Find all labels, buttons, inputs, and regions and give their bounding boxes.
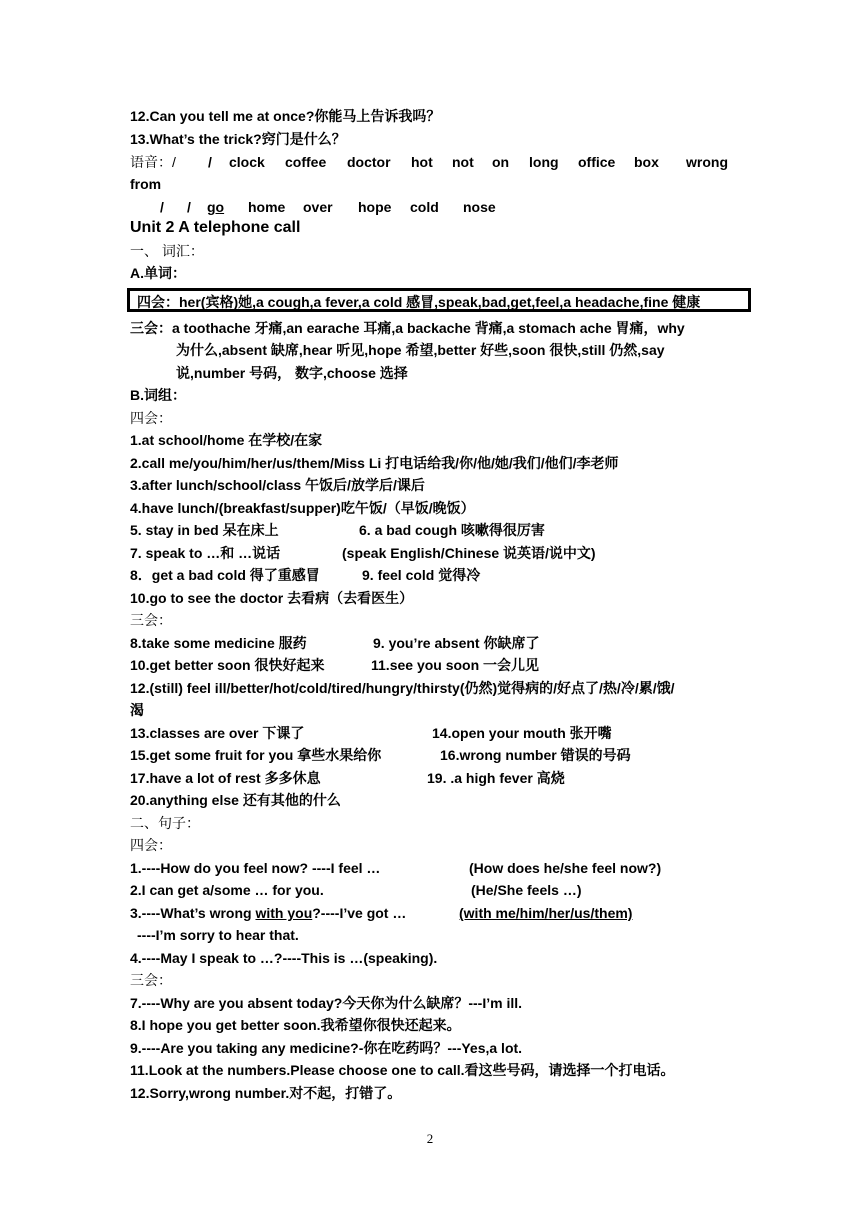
phrase-item: 3.after lunch/school/class 午饭后/放学后/课后 (130, 477, 425, 493)
four-skill-label: 四会： (130, 837, 172, 853)
phonetic-word: coffee (285, 154, 327, 170)
phrase-item: 10.go to see the doctor 去看病（去看医生） (130, 590, 414, 606)
phonetic-word: cold (410, 199, 439, 215)
sentence-item-cont: ----I’m sorry to hear that. (137, 927, 299, 943)
phonetic-word: go (207, 199, 225, 215)
phonetic-word: doctor (347, 154, 391, 170)
sentence-item: 4.----May I speak to …?----This is …(speaking). (130, 950, 438, 966)
phrase-item: 17.have a lot of rest 多多休息 (130, 770, 321, 786)
sentence-item: 8.I hope you get better soon.我希望你很快还起来。 (130, 1017, 461, 1033)
phrase-item: 16.wrong number 错误的号码 (440, 747, 631, 763)
phrase-item: 10.get better soon 很快好起来 (130, 657, 325, 673)
phonetics-slash: / (160, 199, 164, 215)
phrase-item: 14.open your mouth 张开嘴 (432, 725, 612, 741)
three-skill-words-line3: 说,number 号码， 数字,choose 选择 (176, 365, 408, 381)
sentence-note: (He/She feels …) (471, 882, 582, 898)
words-heading: A.单词： (130, 265, 186, 281)
sentence-item: 12.Sorry,wrong number.对不起，打错了。 (130, 1085, 402, 1101)
phonetic-word: from (130, 176, 162, 192)
three-skill-label: 三会： (130, 972, 172, 988)
four-skill-label: 四会： (130, 410, 172, 426)
phrase-item: 12.(still) feel ill/better/hot/cold/tired/hungry/thirsty(仍然)觉得病的/好点了/热/冷/累/饿/ (130, 680, 675, 696)
phrase-note: (speak English/Chinese 说英语/说中文) (342, 545, 596, 561)
phonetic-word: hot (411, 154, 433, 170)
phonetic-word: nose (463, 199, 496, 215)
phonetic-word: clock (229, 154, 265, 170)
phonetic-word: not (452, 154, 474, 170)
phrase-item: 8．get a bad cold 得了重感冒 (130, 567, 320, 583)
phrase-item: 2.call me/you/him/her/us/them/Miss Li 打电话给我/你/他/她/我们/他们/李老师 (130, 455, 619, 471)
phonetic-word: office (578, 154, 616, 170)
phrase-item: 8.take some medicine 服药 (130, 635, 307, 651)
phonetic-word: on (492, 154, 510, 170)
phonetic-word: box (634, 154, 659, 170)
phonetic-word: hope (358, 199, 392, 215)
sentence-item: 1.----How do you feel now? ----I feel … (130, 860, 381, 876)
phrase-item: 19. .a high fever 高烧 (427, 770, 565, 786)
sentence-note: (How does he/she feel now?) (469, 860, 662, 876)
phrase-item: 1.at school/home 在学校/在家 (130, 432, 323, 448)
phonetics-label: 语音：/ (130, 154, 176, 170)
phrase-item: 20.anything else 还有其他的什么 (130, 792, 341, 808)
phrase-item: 9. feel cold 觉得冷 (362, 567, 481, 583)
unit-title: Unit 2 A telephone call (130, 219, 301, 236)
section-vocabulary: 一、 词汇： (130, 243, 204, 259)
sentence-item: 11.Look at the numbers.Please choose one to call.看这些号码，请选择一个打电话。 (130, 1062, 675, 1078)
three-skill-words-line2: 为什么,absent 缺席,hear 听见,hope 希望,better 好些,soon 很快,still 仍然,say (176, 342, 665, 358)
sentence-12: 12.Can you tell me at once?你能马上告诉我吗？ (130, 108, 441, 124)
phrase-item: 4.have lunch/(breakfast/supper)吃午饭/（早饭/晚饭） (130, 500, 475, 516)
sentence-item: 2.I can get a/some … for you. (130, 882, 324, 898)
phonetics-slash: / (208, 154, 212, 170)
phonetics-slash: / (187, 199, 191, 215)
sentence-13: 13.What’s the trick?窍门是什么？ (130, 131, 346, 147)
phrase-item-cont: 渴 (130, 702, 144, 718)
sentence-item: 9.----Are you taking any medicine?-你在吃药吗？---Yes,a lot. (130, 1040, 523, 1056)
page-number: 2 (426, 1131, 434, 1146)
phrase-item: 13.classes are over 下课了 (130, 725, 305, 741)
three-skill-words-line1: 三会：a toothache 牙痛,an earache 耳痛,a backache 背痛,a stomach ache 胃痛，why (130, 320, 685, 336)
three-skill-label: 三会： (130, 612, 172, 628)
sentence-note: (with me/him/her/us/them) (459, 905, 633, 921)
phrase-item: 15.get some fruit for you 拿些水果给你 (130, 747, 382, 763)
four-skill-words-box (127, 288, 751, 312)
phonetic-word: long (529, 154, 559, 170)
phrases-heading: B.词组： (130, 387, 186, 403)
section-sentences: 二、句子： (130, 815, 200, 831)
phrase-item: 9. you’re absent 你缺席了 (373, 635, 540, 651)
phrase-item: 6. a bad cough 咳嗽得很厉害 (359, 522, 545, 538)
phonetic-word: home (248, 199, 286, 215)
phonetic-word: over (303, 199, 333, 215)
phrase-item: 11.see you soon 一会儿见 (371, 657, 540, 673)
sentence-item: 7.----Why are you absent today?今天你为什么缺席？---I’m ill. (130, 995, 523, 1011)
phonetic-word: wrong (686, 154, 728, 170)
phrase-item: 7. speak to …和 …说话 (130, 545, 281, 561)
four-skill-words: 四会：her(宾格)她,a cough,a fever,a cold 感冒,speak,bad,get,feel,a headache,fine 健康 (137, 294, 701, 310)
phrase-item: 5. stay in bed 呆在床上 (130, 522, 279, 538)
sentence-item: 3.----What’s wrong with you?----I’ve got … (130, 905, 407, 921)
